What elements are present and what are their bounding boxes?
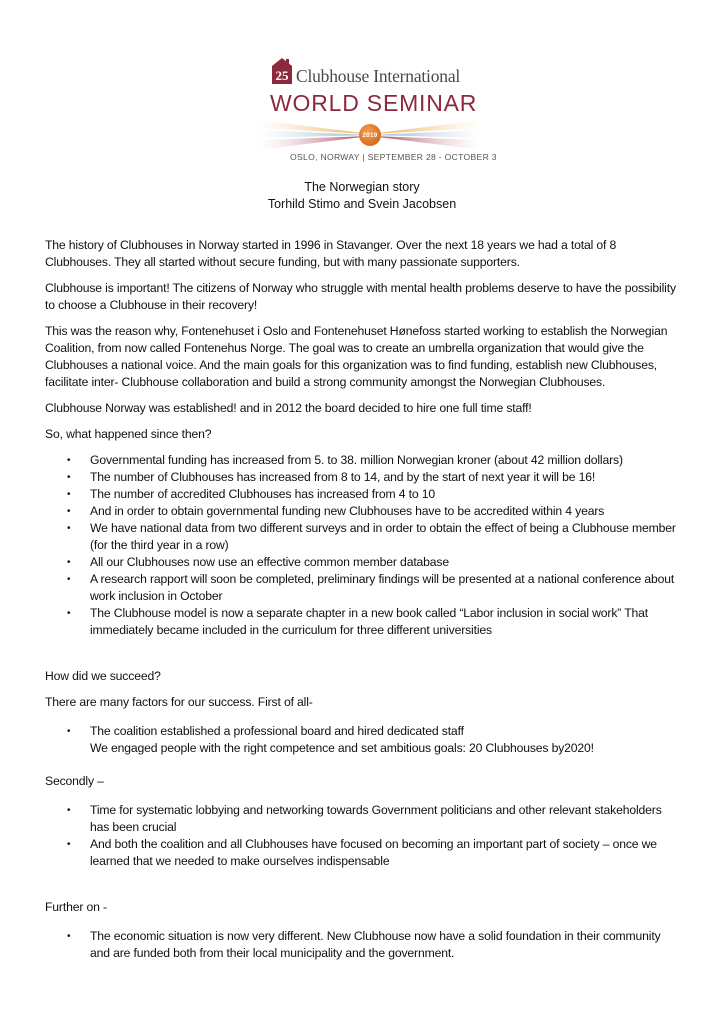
document-title-block — [0, 179, 724, 213]
list-item-text: Time for systematic lobbying and networking towards Government politicians and other relevant stakeholders has been crucial — [90, 803, 662, 834]
list-item — [45, 486, 681, 503]
list-item-text: A research rapport will soon be completed, preliminary findings will be presented at a national conference about work inclusion in October — [90, 572, 675, 603]
list-item — [45, 520, 681, 554]
bullet-icon: • — [67, 608, 71, 619]
spacer — [45, 648, 681, 668]
bullet-icon: • — [67, 523, 71, 534]
spacer — [45, 879, 681, 899]
bullet-icon: • — [67, 726, 71, 737]
bullet-icon: • — [67, 557, 71, 568]
document-body — [45, 237, 681, 971]
list-item — [45, 928, 681, 962]
list-item — [45, 469, 681, 486]
list-item-text: The coalition established a professional board and hired dedicated staff — [90, 724, 464, 738]
house-badge-icon — [272, 58, 292, 84]
list-item — [45, 503, 681, 520]
bullet-icon: • — [67, 931, 71, 942]
bullet-icon: • — [67, 839, 71, 850]
list-item-text: The Clubhouse model is now a separate chapter in a new book called “Labor inclusion in social work” That immediately became included in the curriculum for three different universities — [90, 606, 648, 637]
list-item-text: We have national data from two different surveys and in order to obtain the effect of being a Clubhouse member (for the third year in a row) — [90, 521, 676, 552]
further-factors-list — [45, 928, 681, 962]
paragraph-success-intro: There are many factors for our success. First of all- — [45, 695, 313, 709]
list-item-text: All our Clubhouses now use an effective common member database — [90, 555, 450, 569]
logo-event-name: WORLD SEMINAR — [270, 90, 478, 116]
document-authors: Torhild Stimo and Svein Jacobsen — [267, 197, 457, 211]
bullet-icon: • — [67, 455, 71, 466]
heading-how-did-we-succeed: How did we succeed? — [45, 669, 161, 683]
list-item-text-continued: We engaged people with the right competence and set ambitious goals: 20 Clubhouses by2020! — [90, 741, 594, 755]
list-item-text: The number of Clubhouses has increased from 8 to 14, and by the start of next year it will be 16! — [90, 470, 596, 484]
paragraph-since-then: So, what happened since then? — [45, 427, 212, 441]
achievements-list — [45, 452, 681, 639]
bullet-icon: • — [67, 805, 71, 816]
bullet-icon: • — [67, 489, 71, 500]
list-item — [45, 571, 681, 605]
list-item-text: The number of accredited Clubhouses has increased from 4 to 10 — [90, 487, 436, 501]
world-seminar-logo — [258, 52, 482, 164]
heading-further-on: Further on - — [45, 900, 107, 914]
paragraph-coalition: This was the reason why, Fontenehuset i Oslo and Fontenehuset Hønefoss started working to establish the Norwegian Coalition, from now called Fontenehus Norge. The goal was to create an umbrella organization that would give the Clubhouses a national voice. And the main goals for this organization was to find funding, establish new Clubhouses, facilitate inter- Clubhouse collaboration and build a strong community amongst the Norwegian Clubhouses. — [45, 324, 668, 389]
svg-text:25: 25 — [275, 68, 289, 83]
logo-organization-name: Clubhouse International — [296, 66, 461, 86]
list-item — [45, 802, 681, 836]
list-item-text: The economic situation is now very different. New Clubhouse now have a solid foundation in their community and are funded both from their local municipality and the government. — [90, 929, 661, 960]
list-item-text: And in order to obtain governmental funding new Clubhouses have to be accredited within 4 years — [90, 504, 605, 518]
first-factors-list — [45, 723, 681, 757]
second-factors-list — [45, 802, 681, 870]
list-item — [45, 452, 681, 469]
bullet-icon: • — [67, 472, 71, 483]
bullet-icon: • — [67, 574, 71, 585]
bullet-icon: • — [67, 506, 71, 517]
list-item — [45, 836, 681, 870]
paragraph-established: Clubhouse Norway was established! and in 2012 the board decided to hire one full time staff! — [45, 401, 532, 415]
paragraph-importance: Clubhouse is important! The citizens of Norway who struggle with mental health problems deserve to have the possibility to choose a Clubhouse in their recovery! — [45, 281, 676, 312]
list-item — [45, 723, 681, 757]
list-item — [45, 605, 681, 639]
document-title: The Norwegian story — [304, 180, 420, 194]
heading-secondly: Secondly – — [45, 774, 104, 788]
paragraph-history: The history of Clubhouses in Norway started in 1996 in Stavanger. Over the next 18 years we had a total of 8 Clubhouses. They all started without secure funding, but with many passionate supporters. — [45, 238, 617, 269]
logo-location-dates: OSLO, NORWAY | SEPTEMBER 28 - OCTOBER 3 — [290, 152, 497, 162]
list-item-text: Governmental funding has increased from 5. to 38. million Norwegian kroner (about 42 million dollars) — [90, 453, 623, 467]
list-item — [45, 554, 681, 571]
logo-year-badge: 2019 — [359, 124, 381, 146]
list-item-text: And both the coalition and all Clubhouses have focused on becoming an important part of society – once we learned that we needed to make ourselves indispensable — [90, 837, 657, 868]
